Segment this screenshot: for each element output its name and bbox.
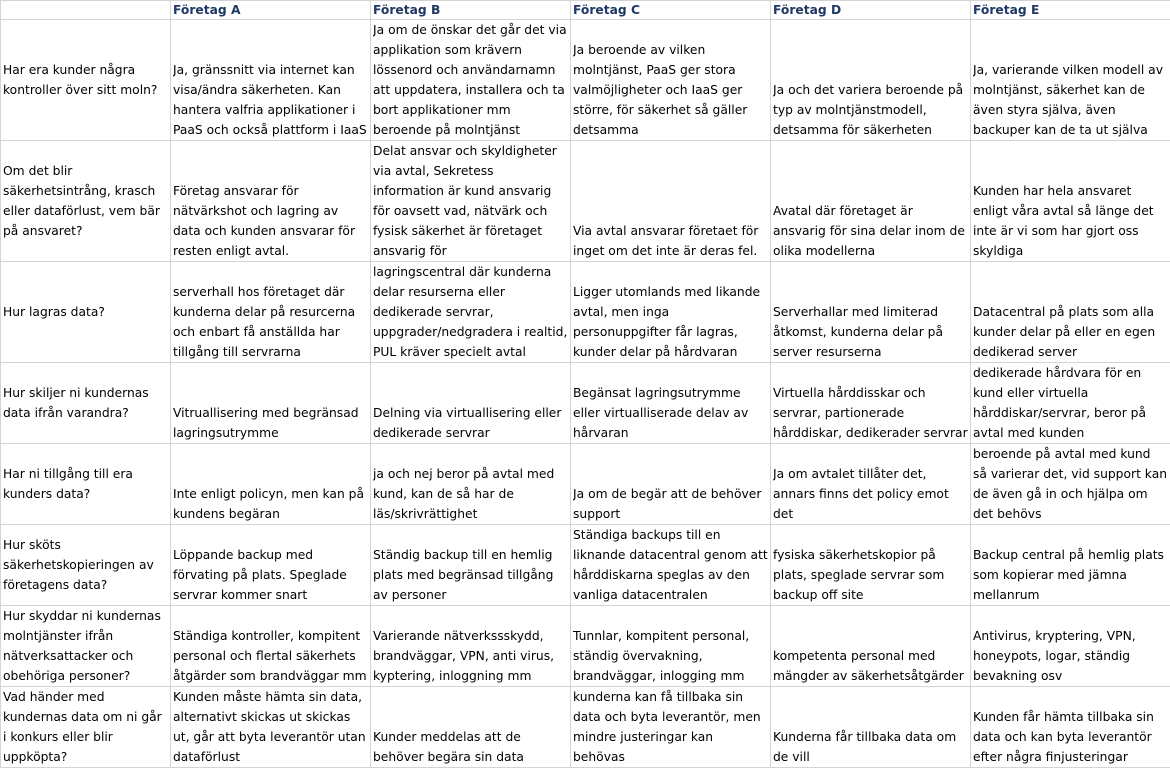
answer-cell[interactable]: [171, 141, 371, 262]
answer-cell[interactable]: [171, 20, 371, 141]
answer-cell[interactable]: [971, 141, 1170, 262]
answer-text: Kunder meddelas att de behöver begära sin data: [373, 727, 568, 767]
answer-text: Vitruallisering med begränsad lagringsutrymme: [173, 403, 368, 443]
answer-cell[interactable]: [771, 20, 971, 141]
table-row: [1, 444, 1170, 525]
answer-cell[interactable]: [571, 262, 771, 363]
answer-text: Ja beroende av vilken molntjänst, PaaS ger stora valmöjligheter och IaaS ger större, för säkerhet så gäller detsamma: [573, 40, 768, 140]
question-text: Vad händer med kundernas data om ni går i konkurs eller blir uppköpta?: [3, 687, 168, 767]
answer-cell[interactable]: [171, 525, 371, 606]
answer-cell[interactable]: [171, 606, 371, 687]
answer-text: Kunderna får tillbaka data om de vill: [773, 727, 968, 767]
answer-cell[interactable]: [171, 262, 371, 363]
answer-text: fysiska säkerhetskopior på plats, speglade servrar som backup off site: [773, 545, 968, 605]
table-row: [1, 20, 1170, 141]
answer-text: kunderna kan få tillbaka sin data och byta leverantör, men mindre justeringar kan behövas: [573, 687, 768, 767]
question-cell[interactable]: [1, 20, 171, 141]
answer-cell[interactable]: [171, 687, 371, 768]
question-cell[interactable]: [1, 363, 171, 444]
table-row: [1, 363, 1170, 444]
answer-cell[interactable]: [371, 687, 571, 768]
answer-text: Kunden måste hämta sin data, alternativt skickas ut skickas ut, går att byta leverantör utan dataförlust: [173, 687, 368, 767]
answer-text: Ja om avtalet tillåter det, annars finns det policy emot det: [773, 464, 968, 524]
answer-cell[interactable]: [571, 525, 771, 606]
answer-text: Virtuella hårddisskar och servrar, partionerade hårddiskar, dedikerader servrar: [773, 383, 968, 443]
question-text: Hur skyddar ni kundernas molntjänster ifrån nätverksattacker och obehöriga personer?: [3, 606, 168, 686]
answer-cell[interactable]: [971, 525, 1170, 606]
answer-cell[interactable]: [571, 20, 771, 141]
answer-text: Ja om de önskar det går det via applikation som krävern lössenord och användarnamn att uppdatera, installera och ta bort applikationer mm beroende på molntjänst: [373, 20, 568, 140]
question-cell[interactable]: [1, 444, 171, 525]
answer-text: serverhall hos företaget där kunderna delar på resurcerna och enbart få anställda har tillgång till servrarna: [173, 282, 368, 362]
answer-cell[interactable]: [771, 363, 971, 444]
question-cell[interactable]: [1, 141, 171, 262]
question-text: Hur skiljer ni kundernas data ifrån varandra?: [3, 383, 168, 423]
question-cell[interactable]: [1, 262, 171, 363]
answer-cell[interactable]: [571, 141, 771, 262]
answer-cell[interactable]: [571, 444, 771, 525]
question-text: Om det blir säkerhetsintrång, krasch eller dataförlust, vem bär på ansvaret?: [3, 161, 168, 241]
answer-text: Kunden får hämta tillbaka sin data och kan byta leverantör efter några finjusteringar: [973, 707, 1168, 767]
answer-text: ja och nej beror på avtal med kund, kan de så har de läs/skrivrättighet: [373, 464, 568, 524]
answer-text: Antivirus, kryptering, VPN, honeypots, logar, ständig bevakning osv: [973, 626, 1168, 686]
answer-text: Delning via virtuallisering eller dedikerade servrar: [373, 403, 568, 443]
answer-text: beroende på avtal med kund så varierar det, vid support kan de även gå in och hjälpa om det behövs: [973, 444, 1168, 524]
question-text: Har era kunder några kontroller över sitt moln?: [3, 60, 168, 100]
answer-cell[interactable]: [971, 444, 1170, 525]
answer-text: Ja och det variera beroende på typ av molntjänstmodell, detsamma för säkerheten: [773, 80, 968, 140]
table-row: [1, 687, 1170, 768]
answer-text: dedikerade hårdvara för en kund eller virtuella hårddiskar/servrar, beror på avtal med kunden: [973, 363, 1168, 443]
answer-cell[interactable]: [771, 444, 971, 525]
question-text: Har ni tillgång till era kunders data?: [3, 464, 168, 504]
answer-text: Avatal där företaget är ansvarig för sina delar inom de olika modellerna: [773, 201, 968, 261]
question-cell[interactable]: [1, 606, 171, 687]
answer-text: Delat ansvar och skyldigheter via avtal, Sekretess information är kund ansvarig för oavsett vad, nätvärk och fysisk säkerhet är företaget ansvarig för: [373, 141, 568, 261]
answer-cell[interactable]: [171, 444, 371, 525]
question-cell[interactable]: [1, 525, 171, 606]
answer-text: Ja, varierande vilken modell av molntjänst, säkerhet kan de även styra själva, även backuper kan de ta ut själva: [973, 60, 1168, 140]
answer-cell[interactable]: [571, 363, 771, 444]
answer-text: Ja, gränssnitt via internet kan visa/ändra säkerheten. Kan hantera valfria applikationer i PaaS och också plattform i IaaS: [173, 60, 368, 140]
answer-text: Backup central på hemlig plats som kopierar med jämna mellanrum: [973, 545, 1168, 605]
answer-text: kompetenta personal med mängder av säkerhetsåtgärder: [773, 646, 968, 686]
answer-cell[interactable]: [371, 262, 571, 363]
answer-cell[interactable]: [771, 606, 971, 687]
answer-cell[interactable]: [371, 525, 571, 606]
answer-cell[interactable]: [771, 141, 971, 262]
answer-cell[interactable]: [371, 444, 571, 525]
header-cell-empty[interactable]: [1, 1, 171, 20]
answer-cell[interactable]: [971, 20, 1170, 141]
answer-text: Företag ansvarar för nätvärkshot och lagring av data och kunden ansvarar för resten enligt avtal.: [173, 181, 368, 261]
question-cell[interactable]: [1, 687, 171, 768]
answer-text: Datacentral på plats som alla kunder delar på eller en egen dedikerad server: [973, 302, 1168, 362]
answer-text: Tunnlar, kompitent personal, ständig övervakning, brandväggar, inlogging mm: [573, 626, 768, 686]
header-cell-company-e[interactable]: Företag E: [971, 1, 1170, 20]
answer-cell[interactable]: [371, 141, 571, 262]
answer-cell[interactable]: [971, 262, 1170, 363]
answer-text: Inte enligt policyn, men kan på kundens begäran: [173, 484, 368, 524]
answer-text: Varierande nätverkssskydd, brandväggar, VPN, anti virus, kyptering, inloggning mm: [373, 626, 568, 686]
answer-text: Ständig backup till en hemlig plats med begränsad tillgång av personer: [373, 545, 568, 605]
answer-cell[interactable]: [971, 363, 1170, 444]
table-row: [1, 525, 1170, 606]
header-cell-company-d[interactable]: Företag D: [771, 1, 971, 20]
header-cell-company-b[interactable]: Företag B: [371, 1, 571, 20]
answer-text: lagringscentral där kunderna delar resurserna eller dedikerade servrar, uppgrader/nedgradera i realtid, PUL kräver specielt avtal: [373, 262, 568, 362]
answer-text: Kunden har hela ansvaret enligt våra avtal så länge det inte är vi som har gjort oss skyldiga: [973, 181, 1168, 261]
header-cell-company-a[interactable]: Företag A: [171, 1, 371, 20]
table-row: [1, 606, 1170, 687]
answer-text: Ligger utomlands med likande avtal, men inga personuppgifter får lagras, kunder delar på hårdvaran: [573, 282, 768, 362]
question-text: Hur lagras data?: [3, 302, 168, 322]
answer-cell[interactable]: [571, 606, 771, 687]
answer-cell[interactable]: [371, 20, 571, 141]
table-row: [1, 262, 1170, 363]
answer-cell[interactable]: [371, 606, 571, 687]
answer-cell[interactable]: [771, 525, 971, 606]
answer-text: Ständiga kontroller, kompitent personal och flertal säkerhets åtgärder som brandväggar mm: [173, 626, 368, 686]
header-cell-company-c[interactable]: Företag C: [571, 1, 771, 20]
answer-cell[interactable]: [771, 262, 971, 363]
header-row: [1, 1, 1170, 20]
answer-cell[interactable]: [571, 687, 771, 768]
answer-cell[interactable]: [171, 363, 371, 444]
answer-text: Via avtal ansvarar företaet för inget om det inte är deras fel.: [573, 221, 768, 261]
answer-text: Ja om de begär att de behöver support: [573, 484, 768, 524]
answer-cell[interactable]: [371, 363, 571, 444]
answer-cell[interactable]: [971, 687, 1170, 768]
answer-cell[interactable]: [771, 687, 971, 768]
table-row: [1, 141, 1170, 262]
question-text: Hur sköts säkerhetskopieringen av företagens data?: [3, 535, 168, 595]
answer-text: Begänsat lagringsutrymme eller virtualliserade delav av hårvaran: [573, 383, 768, 443]
answer-text: Löppande backup med förvating på plats. Speglade servrar kommer snart: [173, 545, 368, 605]
answer-text: Ständiga backups till en liknande datacentral genom att hårddiskarna speglas av den vanliga datacentralen: [573, 525, 768, 605]
answer-text: Serverhallar med limiterad åtkomst, kunderna delar på server resurserna: [773, 302, 968, 362]
answer-cell[interactable]: [971, 606, 1170, 687]
